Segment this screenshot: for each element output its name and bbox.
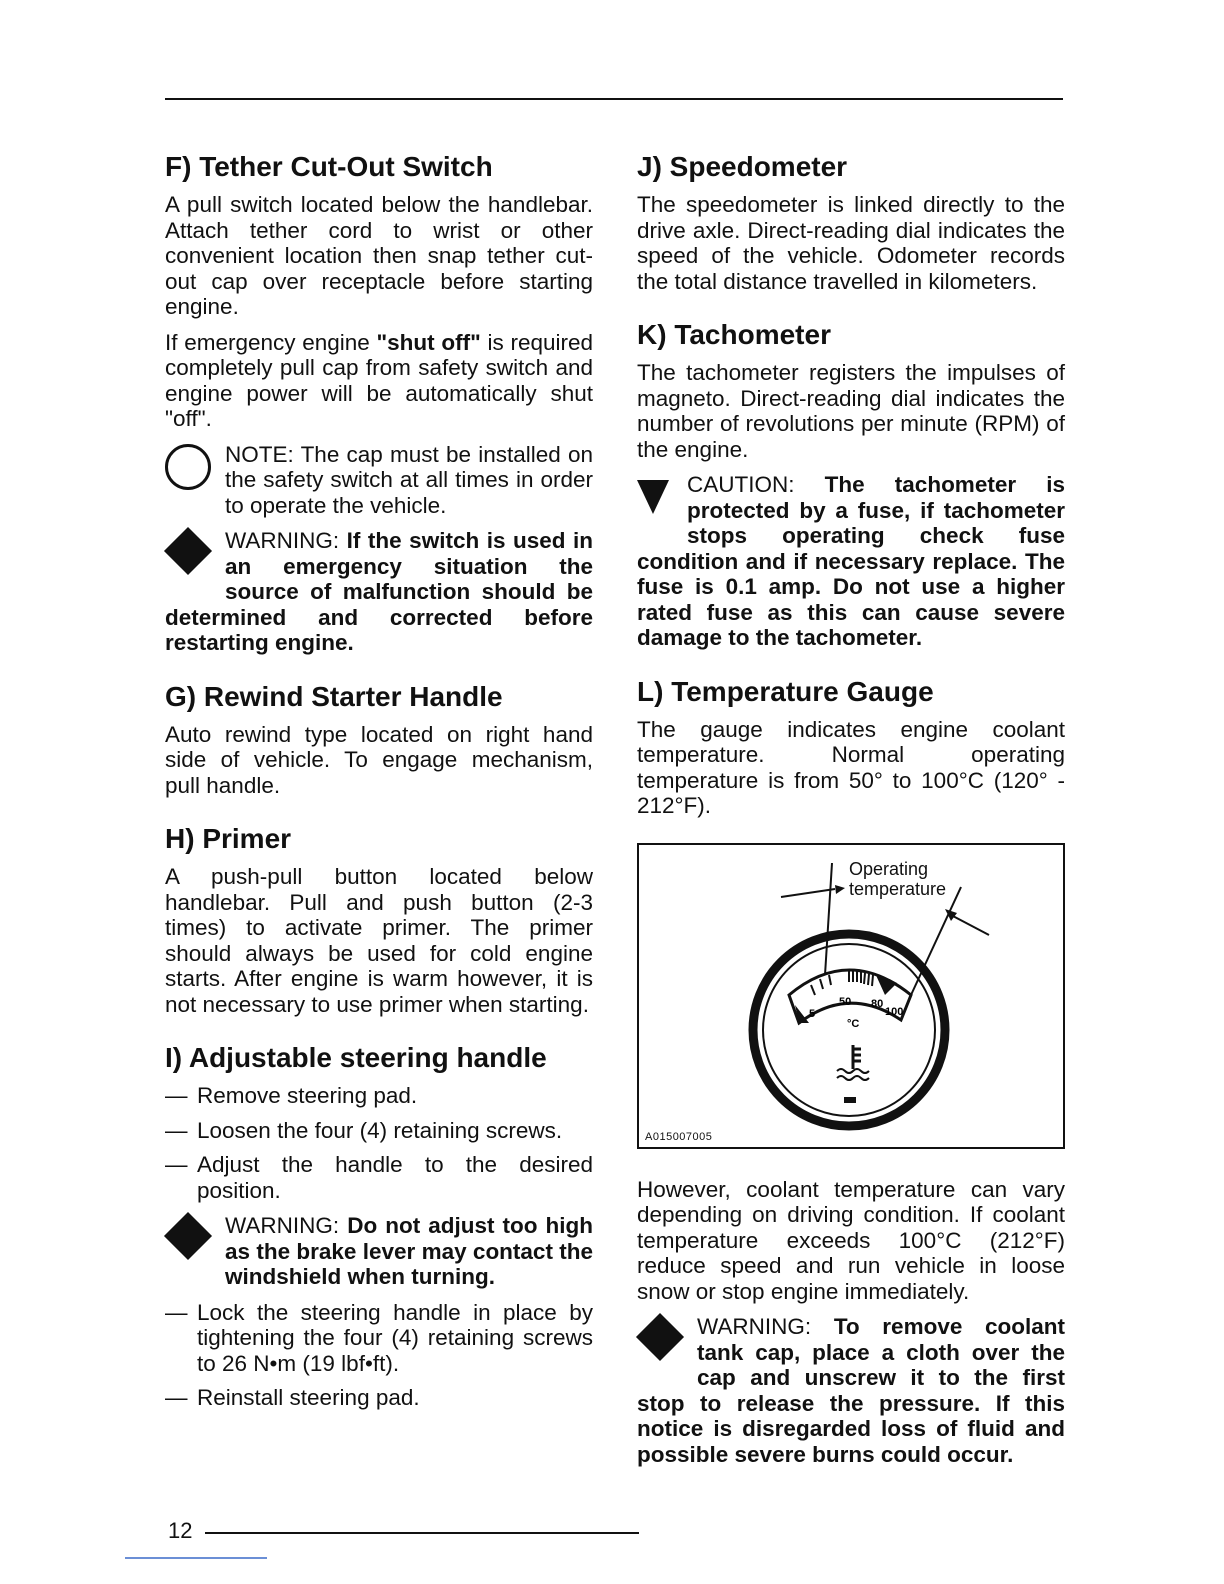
caution-text: The tachometer is protected by a fuse, if tachometer stops operating check fuse condition and if necessary replace. The fuse is 0.1 amp. Do not use a higher rated fuse as this can cause severe damage to the tachometer. <box>637 472 1065 650</box>
warning-text: If the switch is used in an emergency situation the source of malfunction should be determined and corrected before restarting engine. <box>165 528 593 655</box>
rewind-paragraph: Auto rewind type located on right hand side of vehicle. To engage mechanism, pull handle. <box>165 721 593 798</box>
warning-label: WARNING: <box>697 1314 812 1339</box>
warning-text: To remove coolant tank cap, place a cloth over the cap and unscrew it to the first stop to release the pressure. If this notice is disregarded loss of fluid and possible severe burns could occur. <box>637 1314 1065 1467</box>
section-rewind-starter <box>165 678 593 799</box>
bottom-mark <box>125 1557 267 1559</box>
note-label: NOTE: <box>225 441 294 467</box>
warning-label: WARNING: <box>225 528 340 553</box>
right-column <box>637 148 1065 1477</box>
tether-paragraph-1: A pull switch located below the handlebar. Attach tether cord to wrist or other convenient location then snap tether cut-out cap over receptacle before starting engine. <box>165 192 593 319</box>
warning-diamond-icon <box>165 1213 225 1265</box>
tachometer-paragraph: The tachometer registers the impulses of magneto. Direct-reading dial indicates the number of revolutions per minute (RPM) of the engine. <box>637 360 1065 462</box>
section-adjustable-steering <box>165 1039 593 1411</box>
warning-diamond-icon <box>637 1314 697 1366</box>
heading-tachometer: K) Tachometer <box>637 319 831 350</box>
tether-p2-a: If emergency engine <box>165 329 377 355</box>
temperature-gauge-figure <box>637 843 1065 1149</box>
list-item: — Loosen the four (4) retaining screws. <box>165 1118 593 1144</box>
warning-text: Do not adjust too high as the brake lever may contact the windshield when turning. <box>225 1213 593 1289</box>
primer-paragraph: A push-pull button located below handlebar. Pull and push button (2-3 times) to activate primer. The primer should always be used for cold engine starts. After engine is warm however, it is not necessary to use primer when starting. <box>165 864 593 1017</box>
temperature-paragraph-2: However, coolant temperature can vary depending on driving condition. If coolant temperature exceeds 100°C (212°F) reduce speed and run vehicle in loose snow or stop engine immediately. <box>637 1176 1065 1304</box>
caution-block <box>637 472 1065 651</box>
warning-block-steering <box>165 1213 593 1290</box>
temperature-paragraph-1: The gauge indicates engine coolant temperature. Normal operating temperature is from 50° to 100°C (120° - 212°F). <box>637 716 1065 818</box>
speedometer-paragraph: The speedometer is linked directly to the drive axle. Direct-reading dial indicates the speed of the vehicle. Odometer records the total distance travelled in kilometers. <box>637 192 1065 294</box>
heading-temperature-gauge: L) Temperature Gauge <box>637 675 934 707</box>
warning-block-coolant <box>637 1314 1065 1467</box>
steering-steps-list <box>165 1083 593 1203</box>
section-tether-cutout-switch <box>165 148 593 656</box>
gauge-unit-label: °C <box>847 1017 860 1030</box>
note-circle-icon <box>165 442 225 494</box>
section-speedometer <box>637 148 1065 294</box>
figure-label-line-2: temperature <box>849 878 947 899</box>
caution-label: CAUTION: <box>687 472 795 497</box>
list-item: — Lock the steering handle in place by tightening the four (4) retaining screws to 26 N•m (19 lbf•ft). <box>165 1300 593 1377</box>
steering-steps-list-2 <box>165 1300 593 1411</box>
section-temperature-gauge <box>637 673 1065 1468</box>
heading-rewind-starter: G) Rewind Starter Handle <box>165 680 503 712</box>
heading-adjustable-steering: I) Adjustable steering handle <box>165 1042 547 1073</box>
warning-label: WARNING: <box>225 1213 340 1238</box>
gauge-tick-label: 100 <box>885 1005 904 1018</box>
list-item: — Adjust the handle to the desired position. <box>165 1152 593 1203</box>
heading-speedometer: J) Speedometer <box>637 151 848 182</box>
figure-code: A015007005 <box>645 1130 713 1143</box>
list-item: — Reinstall steering pad. <box>165 1385 593 1411</box>
figure-label-line-1: Operating <box>849 858 929 879</box>
tether-p2-c: is required completely pull cap from safety switch and engine power will be automatically shut "off". <box>165 329 594 431</box>
left-column <box>165 148 593 1433</box>
warning-diamond-icon <box>165 528 225 580</box>
tether-p2-shutoff: "shut off" <box>376 329 481 355</box>
top-rule <box>165 98 1063 100</box>
heading-tether-cutout-switch: F) Tether Cut-Out Switch <box>165 151 493 182</box>
section-tachometer <box>637 316 1065 651</box>
page-number: 12 <box>168 1518 193 1543</box>
list-item: — Remove steering pad. <box>165 1083 593 1109</box>
tether-paragraph-2 <box>165 330 593 432</box>
gauge-tick-label: 50 <box>839 995 852 1008</box>
warning-block-tether <box>165 528 593 656</box>
gauge-tick-label: 5 <box>809 1007 816 1020</box>
bottom-rule <box>205 1532 639 1534</box>
operating-temperature-label <box>849 859 946 899</box>
heading-primer: H) Primer <box>165 823 292 854</box>
caution-triangle-icon <box>637 472 687 524</box>
section-primer <box>165 820 593 1017</box>
note-text: The cap must be installed on the safety switch at all times in order to operate the vehicle. <box>225 441 593 518</box>
note-block <box>165 442 593 519</box>
gauge-tick-label: 80 <box>871 997 884 1010</box>
